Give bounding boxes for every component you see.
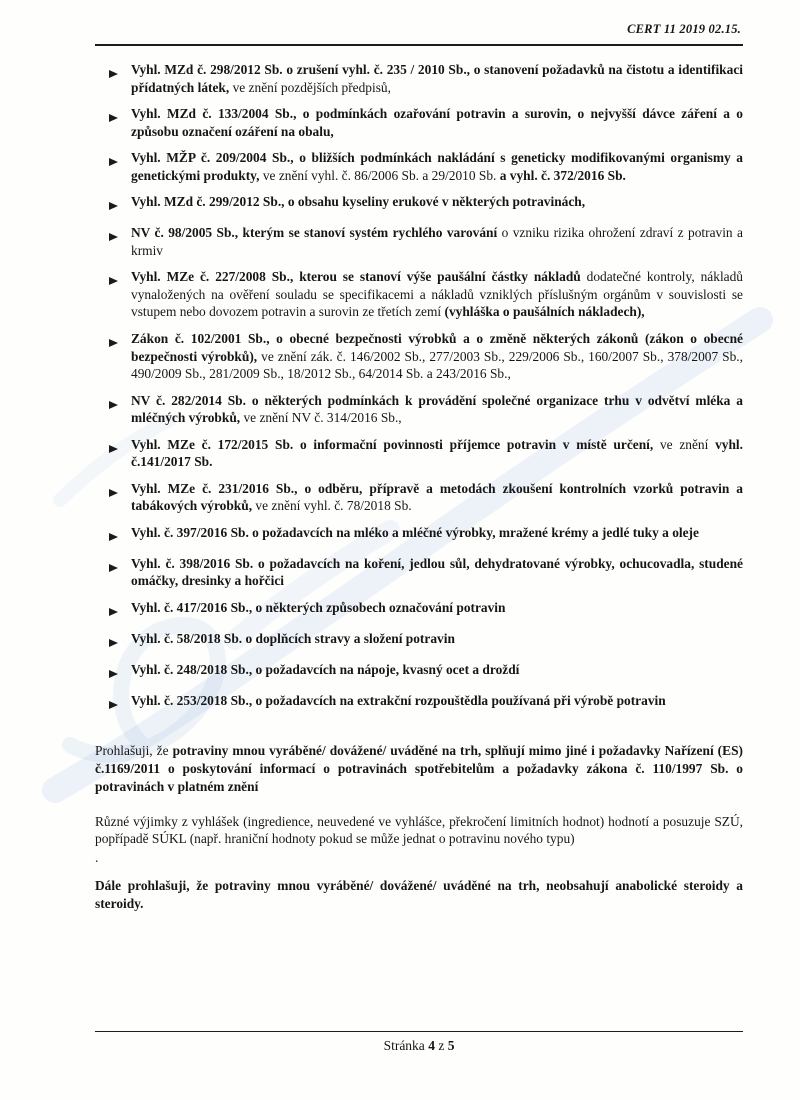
regulation-text [131, 480, 743, 515]
regulation-text [131, 599, 743, 621]
regulation-text [131, 224, 743, 259]
regulation-item [95, 149, 743, 184]
text-segment: ve znění vyhl. č. 78/2018 Sb. [255, 498, 412, 514]
arrow-bullet-icon [95, 149, 131, 184]
paragraph [95, 849, 743, 867]
page-footer [95, 1031, 743, 1054]
text-segment: Různé výjimky z vyhlášek (ingredience, neuvedené ve vyhlášce, překročení limitních hodnot) hodnotí a posuzuje SZÚ, popřípadě SÚKL (např. hraniční hodnoty pokud se může jednat o potravinu nového typu) [95, 813, 743, 847]
text-segment: NV č. 98/2005 Sb., kterým se stanoví systém rychlého varování [131, 225, 502, 241]
regulation-text [131, 193, 743, 215]
header-divider [95, 44, 743, 46]
text-segment: Stránka [383, 1038, 429, 1053]
arrowhead-shape [109, 114, 118, 122]
regulation-text [131, 149, 743, 184]
text-segment: vyhl. č.141/2017 Sb. [131, 436, 743, 470]
declaration-paragraphs [95, 742, 743, 913]
text-segment: 5 [447, 1038, 455, 1053]
regulation-text [131, 105, 743, 140]
regulation-item [95, 224, 743, 259]
text-segment: . [95, 850, 99, 866]
text-segment: o vzniku rizika ohrožení zdraví z potravin a krmiv [131, 225, 743, 258]
regulation-item [95, 692, 743, 714]
text-segment: Vyhl. č. 397/2016 Sb. o požadavcích na mléko a mléčné výrobky, mražené krémy a jedlé tuky a oleje [131, 524, 699, 540]
text-segment: Vyhl. č. 417/2016 Sb., o některých způsobech označování potravin [131, 600, 506, 616]
text-segment: Vyhl. č. 58/2018 Sb. o doplňcích stravy a složení potravin [131, 631, 455, 647]
text-segment: Dále prohlašuji, že potraviny mnou vyráběné/ dovážené/ uváděné na trh, neobsahují anabolické steroidy a steroidy. [95, 878, 743, 911]
arrow-bullet-icon [95, 524, 131, 546]
arrowhead-shape [109, 70, 118, 78]
text-segment: NV č. 282/2014 Sb. o některých podmínkách k provádění společné organizace trhu v odvětví mléka a mléčných výrobků, [131, 392, 743, 426]
text-segment: Vyhl. MZe č. 227/2008 Sb., kterou se stanoví výše paušální částky nákladů [131, 269, 587, 285]
arrowhead-shape [109, 533, 118, 541]
regulation-text [131, 630, 743, 652]
arrowhead-shape [109, 277, 118, 285]
arrow-bullet-icon [95, 436, 131, 471]
arrowhead-shape [109, 401, 118, 409]
regulation-item [95, 524, 743, 546]
regulation-item [95, 661, 743, 683]
arrow-bullet-icon [95, 692, 131, 714]
text-segment: a vyhl. č. 372/2016 Sb. [499, 167, 626, 183]
arrowhead-shape [109, 489, 118, 497]
arrow-bullet-icon [95, 61, 131, 96]
regulation-item [95, 61, 743, 96]
arrow-bullet-icon [95, 555, 131, 590]
arrowhead-shape [109, 639, 118, 647]
arrow-bullet-icon [95, 599, 131, 621]
arrowhead-shape [109, 202, 118, 210]
paragraph [95, 742, 743, 795]
text-segment: Prohlašuji, že [95, 743, 173, 759]
regulation-text [131, 392, 743, 427]
text-segment: dodatečné kontroly, nákladů vynaložených na ověření souladu se specifikacemi a nákladů vzniklých příslušným orgánům v souvislosti se vstupem nebo dovozem potravin a surovin ze třetích zemí [131, 269, 744, 320]
text-segment: Vyhl. MŽP č. 209/2004 Sb., o bližších podmínkách nakládání s geneticky modifikovanými organismy a genetickými produkty, [131, 150, 743, 183]
arrow-bullet-icon [95, 105, 131, 140]
text-segment: Vyhl. MZd č. 299/2012 Sb., o obsahu kyseliny erukové v některých potravinách, [131, 194, 586, 210]
text-segment: potraviny mnou vyráběné/ dovážené/ uváděné na trh, splňují mimo jiné i požadavky Nařízení (ES) č.1169/2011 o poskytování informací o potravinách spotřebitelům a požadavky zákona č. 110/1997 Sb. o potravinách v platném znění [95, 743, 743, 794]
regulation-item [95, 599, 743, 621]
arrow-bullet-icon [95, 661, 131, 683]
regulation-text [131, 330, 743, 383]
document-content [95, 22, 743, 913]
text-segment: ve znění pozdějších předpisů, [232, 79, 391, 95]
text-segment: (vyhláška o paušálních nákladech), [444, 304, 645, 320]
regulation-item [95, 330, 743, 383]
regulation-text [131, 661, 743, 683]
regulation-item [95, 436, 743, 471]
regulation-item [95, 555, 743, 590]
arrowhead-shape [109, 608, 118, 616]
text-segment: Vyhl. MZe č. 172/2015 Sb. o informační povinnosti příjemce potravin v místě určení, [131, 436, 660, 452]
arrowhead-shape [109, 339, 118, 347]
text-segment: Vyhl. č. 398/2016 Sb. o požadavcích na koření, jedlou sůl, dehydratované výrobky, ochucovadla, studené omáčky, dresinky a hořčici [131, 555, 743, 589]
text-segment: Vyhl. č. 248/2018 Sb., o požadavcích na nápoje, kvasný ocet a droždí [131, 662, 520, 678]
text-segment: Vyhl. MZd č. 298/2012 Sb. o zrušení vyhl. č. 235 / 2010 Sb., o stanovení požadavků na čistotu a identifikaci přídatných látek, [131, 62, 743, 95]
regulation-text [131, 268, 743, 321]
arrowhead-shape [109, 670, 118, 678]
text-segment: z [434, 1038, 448, 1053]
page-number [95, 1038, 743, 1054]
arrowhead-shape [109, 564, 118, 572]
arrow-bullet-icon [95, 193, 131, 215]
text-segment: Vyhl. č. 253/2018 Sb., o požadavcích na extrakční rozpouštědla používaná při výrobě potravin [131, 693, 666, 709]
regulation-item [95, 105, 743, 140]
paragraph [95, 877, 743, 913]
arrowhead-shape [109, 701, 118, 709]
regulation-text [131, 436, 743, 471]
arrow-bullet-icon [95, 480, 131, 515]
document-code: CERT 11 2019 02.15. [627, 22, 741, 36]
text-segment: Zákon č. 102/2001 Sb., o obecné bezpečnosti výrobků a o změně některých zákonů (zákon o obecné bezpečnosti výrobků), [131, 331, 743, 364]
regulation-item [95, 268, 743, 321]
regulation-text [131, 61, 743, 96]
text-segment: 4 [428, 1038, 435, 1053]
arrow-bullet-icon [95, 630, 131, 652]
regulation-text [131, 524, 743, 546]
arrow-bullet-icon [95, 268, 131, 321]
regulation-item [95, 193, 743, 215]
arrowhead-shape [109, 158, 118, 166]
arrowhead-shape [109, 445, 118, 453]
paragraph [95, 813, 743, 849]
text-segment: Vyhl. MZe č. 231/2016 Sb., o odběru, přípravě a metodách zkoušení kontrolních vzorků potravin a tabákových výrobků, [131, 480, 743, 514]
arrow-bullet-icon [95, 392, 131, 427]
regulation-item [95, 480, 743, 515]
text-segment: ve znění zák. č. 146/2002 Sb., 277/2003 Sb., 229/2006 Sb., 160/2007 Sb., 378/2007 Sb., 490/2009 Sb., 281/2009 Sb., 18/2012 Sb., 64/2014 Sb. a 243/2016 Sb., [131, 348, 743, 382]
regulation-text [131, 555, 743, 590]
text-segment: Vyhl. MZd č. 133/2004 Sb., o podmínkách ozařování potravin a surovin, o nejvyšší dávce záření a o způsobu označení ozáření na obalu, [131, 106, 743, 139]
text-segment: ve znění vyhl. č. 86/2006 Sb. a 29/2010 Sb. [262, 167, 500, 183]
regulation-item [95, 630, 743, 652]
regulation-item [95, 392, 743, 427]
arrow-bullet-icon [95, 330, 131, 383]
arrow-bullet-icon [95, 224, 131, 259]
text-segment: ve znění [659, 436, 716, 452]
regulation-text [131, 692, 743, 714]
arrowhead-shape [109, 233, 118, 241]
text-segment: ve znění NV č. 314/2016 Sb., [243, 410, 402, 426]
regulation-list [95, 61, 743, 714]
